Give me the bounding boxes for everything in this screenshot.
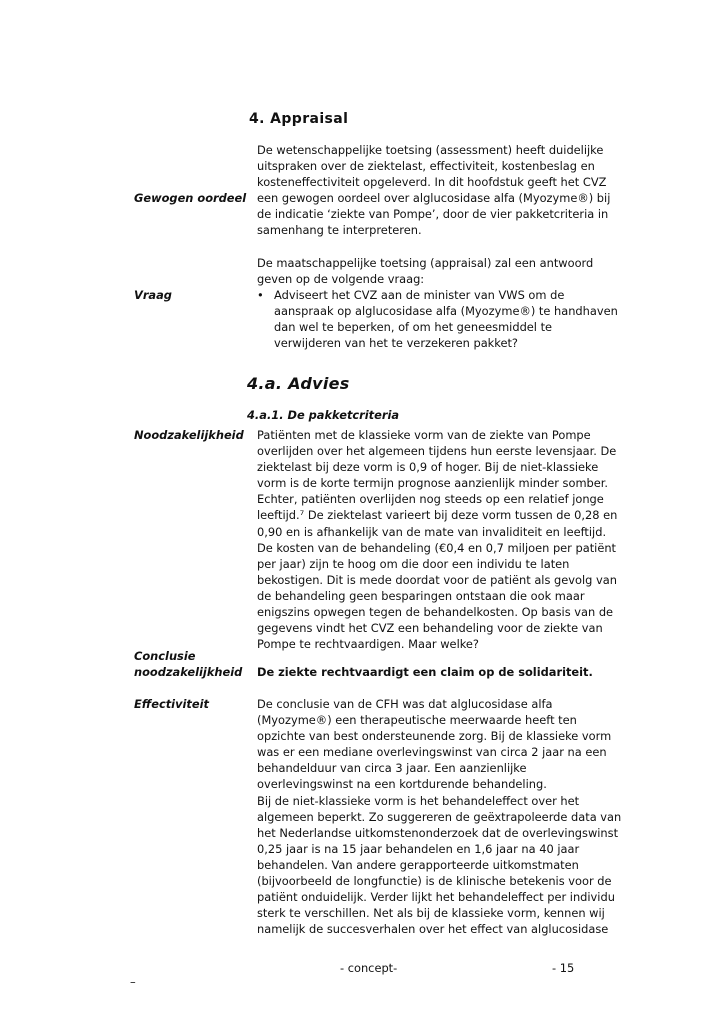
- subsubsection-title: 4.a.1. De pakketcriteria: [247, 408, 400, 422]
- sidebar-vraag: Vraag: [134, 288, 172, 302]
- conclusie-statement: De ziekte rechtvaardigt een claim op de solidariteit.: [257, 665, 593, 679]
- paragraph-line: overlijden over het algemeen tijdens hun eerste levensjaar. De: [257, 444, 617, 459]
- paragraph-line: (Myozyme®) een therapeutische meerwaarde heeft ten: [257, 713, 577, 728]
- paragraph-line: de indicatie ‘ziekte van Pompe’, door de vier pakketcriteria in: [257, 207, 609, 222]
- sidebar-gewogen-oordeel: Gewogen oordeel: [134, 191, 247, 205]
- paragraph-line: Adviseert het CVZ aan de minister van VWS om de: [274, 288, 565, 302]
- paragraph-line: dan wel te beperken, of om het geneesmiddel te: [274, 320, 553, 335]
- paragraph-line: aanspraak op alglucosidase alfa (Myozyme®) te handhaven: [274, 304, 618, 319]
- paragraph-line: (bijvoorbeeld de longfunctie) is de klinische betekenis voor de: [257, 874, 612, 889]
- paragraph-line: bekostigen. Dit is mede doordat voor de patiënt als gevolg van: [257, 572, 617, 587]
- paragraph-line: De maatschappelijke toetsing (appraisal) zal een antwoord: [257, 256, 594, 270]
- effectiviteit-paragraph: [257, 696, 621, 937]
- paragraph-line: behandelduur van circa 3 jaar. Een aanzienlijke: [257, 761, 527, 776]
- vraag-intro: [257, 255, 593, 287]
- paragraph-line: 0,90 en is afhankelijk van de mate van invaliditeit en leeftijd.: [257, 524, 607, 539]
- paragraph-line: Pompe te rechtvaardigen. Maar welke?: [257, 637, 479, 652]
- paragraph-line: verwijderen van het te verzekeren pakket?: [274, 336, 518, 351]
- sidebar-line: noodzakelijkheid: [134, 665, 243, 680]
- subsection-title: 4.a. Advies: [247, 374, 350, 393]
- bullet-icon: •: [257, 288, 264, 302]
- paragraph-line: Bij de niet-klassieke vorm is het behandeleffect over het: [257, 793, 580, 808]
- paragraph-line: een gewogen oordeel over alglucosidase alfa (Myozyme®) bij: [257, 191, 611, 206]
- paragraph-line: samenhang te interpreteren.: [257, 223, 422, 238]
- paragraph-line: patiënt onduidelijk. Verder lijkt het behandeleffect per individu: [257, 890, 615, 905]
- paragraph-line: opzichte van best ondersteunende zorg. Bij de klassieke vorm: [257, 729, 612, 744]
- sidebar-conclusie-noodzakelijkheid: [134, 648, 242, 680]
- vraag-bullet-text: [274, 287, 618, 351]
- paragraph-line: De wetenschappelijke toetsing (assessment) heeft duidelijke: [257, 143, 604, 157]
- paragraph-line: ziektelast bij deze vorm is 0,9 of hoger. Bij de niet-klassieke: [257, 460, 599, 475]
- footer-corner-mark: –: [130, 975, 136, 989]
- paragraph-line: De conclusie van de CFH was dat alglucosidase alfa: [257, 697, 553, 711]
- paragraph-line: per jaar) zijn te hoog om die door een individu te laten: [257, 556, 570, 571]
- paragraph-line: uitspraken over de ziektelast, effectiviteit, kostenbeslag en: [257, 159, 595, 174]
- paragraph-line: leeftijd.⁷ De ziektelast varieert bij deze vorm tussen de 0,28 en: [257, 508, 618, 523]
- paragraph-line: De kosten van de behandeling (€0,4 en 0,7 miljoen per patiënt: [257, 540, 617, 555]
- paragraph-line: enigszins opwegen tegen de behandelkosten. Op basis van de: [257, 605, 614, 620]
- paragraph-line: Patiënten met de klassieke vorm van de ziekte van Pompe: [257, 428, 591, 442]
- footer-page-number: - 15: [552, 961, 575, 975]
- paragraph-line: de behandeling geen besparingen ontstaan die ook maar: [257, 588, 585, 603]
- footer-concept-label: - concept-: [340, 961, 398, 975]
- paragraph-line: vorm is de korte termijn prognose aanzienlijk minder somber.: [257, 476, 609, 491]
- paragraph-line: behandelen. Van andere gerapporteerde uitkomstmaten: [257, 857, 579, 872]
- sidebar-line: Conclusie: [134, 649, 196, 663]
- paragraph-line: 0,25 jaar is na 15 jaar behandelen en 1,6 jaar na 40 jaar: [257, 841, 580, 856]
- paragraph-line: was er een mediane overlevingswinst van circa 2 jaar na een: [257, 745, 607, 760]
- paragraph-line: Echter, patiënten overlijden nog steeds op een relatief jonge: [257, 492, 604, 507]
- paragraph-line: overlevingswinst na een kortdurende behandeling.: [257, 777, 547, 792]
- paragraph-line: geven op de volgende vraag:: [257, 272, 425, 287]
- sidebar-effectiviteit: Effectiviteit: [134, 697, 209, 711]
- gewogen-oordeel-paragraph: [257, 142, 610, 239]
- section-title: 4. Appraisal: [249, 111, 349, 127]
- paragraph-line: namelijk de succesverhalen over het effect van alglucosidase: [257, 922, 609, 937]
- paragraph-line: het Nederlandse uitkomstenonderzoek dat de overlevingswinst: [257, 825, 619, 840]
- paragraph-line: algemeen beperkt. Zo suggereren de geëxtrapoleerde data van: [257, 809, 622, 824]
- paragraph-line: kosteneffectiviteit opgeleverd. In dit hoofdstuk geeft het CVZ: [257, 175, 607, 190]
- sidebar-noodzakelijkheid: Noodzakelijkheid: [134, 428, 244, 442]
- noodzakelijkheid-paragraph: [257, 427, 617, 652]
- paragraph-line: gegevens vindt het CVZ een behandeling voor de ziekte van: [257, 621, 603, 636]
- paragraph-line: sterk te verschillen. Net als bij de klassieke vorm, kennen wij: [257, 906, 605, 921]
